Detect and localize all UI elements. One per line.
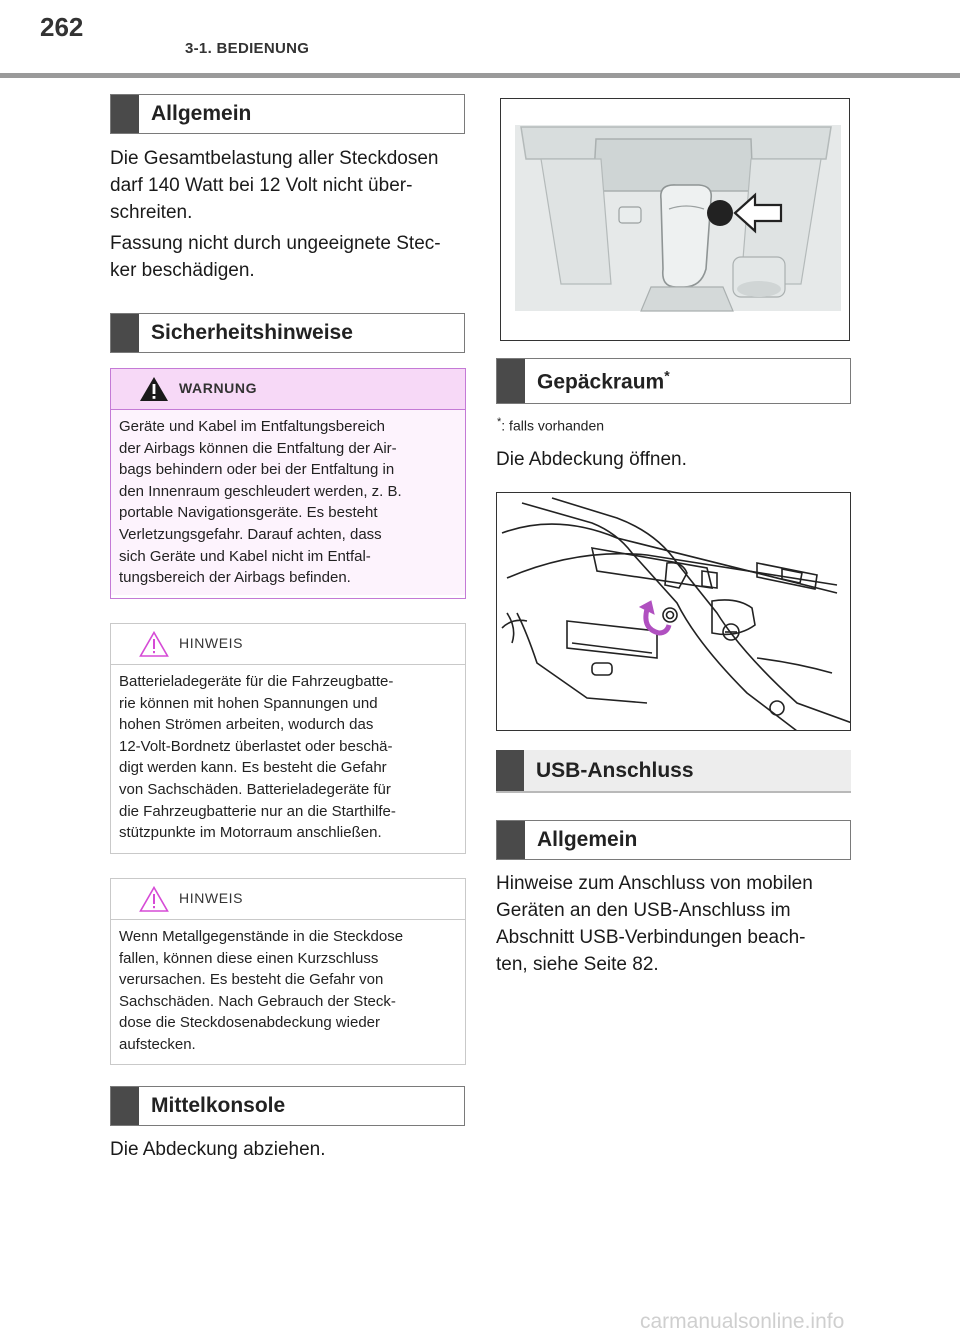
- warning-header: [111, 369, 465, 410]
- footnote-text: : falls vorhanden: [501, 417, 605, 434]
- text-line: die Fahrzeugbatterie nur an die Starthilfe-: [119, 802, 396, 820]
- watermark: carmanualsonline.info: [640, 1310, 845, 1333]
- heading-bar: [497, 359, 525, 403]
- header-rule: [0, 73, 960, 78]
- text-line: verursachen. Es besteht die Gefahr von: [119, 971, 384, 989]
- warning-label: WARNUNG: [179, 380, 258, 396]
- heading-bar: [111, 95, 139, 133]
- heading-label: Gepäckraum: [537, 370, 665, 394]
- paragraph-gesamtbelastung: [110, 145, 470, 226]
- text-line: bags behindern oder bei der Entfaltung in: [119, 461, 395, 479]
- text-line: 12-Volt-Bordnetz überlastet oder beschä-: [119, 737, 393, 755]
- text-line: Geräte und Kabel im Entfaltungsbereich: [119, 418, 385, 435]
- notice-text: [111, 665, 465, 850]
- heading-mittelkonsole: [110, 1086, 465, 1126]
- heading-text: Allgemein: [537, 828, 638, 851]
- heading-bar: [497, 821, 525, 859]
- warning-text: [111, 410, 465, 595]
- text-line: Verletzungsgefahr. Darauf achten, dass: [119, 525, 382, 543]
- heading-text: [537, 368, 670, 395]
- heading-allgemein-usb: [496, 820, 851, 860]
- text-line: portable Navigationsgeräte. Es besteht: [119, 504, 378, 522]
- paragraph-fassung: [110, 230, 470, 284]
- heading-text: Allgemein: [151, 102, 252, 125]
- notice-label: HINWEIS: [179, 635, 244, 651]
- text-line: ker beschädigen.: [110, 260, 255, 281]
- text-line: Batterieladegeräte für die Fahrzeugbatte-: [119, 673, 394, 690]
- notice-box: [110, 878, 466, 1065]
- text-line: hohen Strömen arbeiten, wodurch das: [119, 716, 374, 734]
- text-line: dose die Steckdosenabdeckung wieder: [119, 1014, 381, 1032]
- paragraph-abziehen: Die Abdeckung abziehen.: [110, 1139, 326, 1160]
- text-line: Wenn Metallgegenstände in die Steckdose: [119, 928, 404, 945]
- section-title: 3-1. BEDIENUNG: [185, 40, 310, 57]
- text-line: rie können mit hohen Spannungen und: [119, 694, 378, 712]
- paragraph-usb-hinweise: [496, 870, 856, 978]
- text-line: der Airbags können die Entfaltung der Air-: [119, 439, 397, 457]
- text-line: Hinweise zum Anschluss von mobilen: [496, 873, 813, 894]
- text-line: darf 140 Watt bei 12 Volt nicht über-: [110, 175, 413, 196]
- text-line: Abschnitt USB-Verbindungen beach-: [496, 927, 806, 948]
- footnote-marker: *: [497, 416, 502, 428]
- page-number: 262: [40, 12, 84, 42]
- text-line: digt werden kann. Es besteht die Gefahr: [119, 759, 387, 777]
- text-line: aufstecken.: [119, 1035, 196, 1053]
- heading-sicherheitshinweise: [110, 313, 465, 353]
- heading-gepaeckraum: [496, 358, 851, 404]
- text-line: tungsbereich der Airbags befinden.: [119, 569, 351, 587]
- text-line: Fassung nicht durch ungeeignete Stec-: [110, 233, 441, 254]
- footnote-marker: *: [664, 367, 670, 384]
- text-line: den Innenraum geschleudert werden, z. B.: [119, 482, 402, 500]
- warning-box: [110, 368, 466, 599]
- notice-header: [111, 624, 465, 665]
- heading-bar: [111, 314, 139, 352]
- notice-header: [111, 879, 465, 920]
- console-socket-illustration: [500, 98, 850, 341]
- text-line: ten, siehe Seite 82.: [496, 954, 659, 975]
- heading-usb-anschluss: [496, 750, 851, 793]
- text-line: Geräten an den USB-Anschluss im: [496, 900, 791, 921]
- heading-text: Mittelkonsole: [151, 1094, 286, 1117]
- text-line: Die Gesamtbelastung aller Steckdosen: [110, 148, 439, 169]
- notice-label: HINWEIS: [179, 890, 244, 906]
- warning-triangle-icon: [139, 376, 169, 407]
- heading-text: Sicherheitshinweise: [151, 321, 353, 344]
- notice-triangle-icon: [139, 631, 169, 662]
- heading-bar: [111, 1087, 139, 1125]
- text-line: fallen, können diese einen Kurzschluss: [119, 949, 379, 967]
- notice-triangle-icon: [139, 886, 169, 917]
- notice-text: [111, 920, 465, 1062]
- trunk-socket-illustration: [496, 492, 851, 731]
- text-line: von Sachschäden. Batterieladegeräte für: [119, 780, 391, 798]
- notice-box: [110, 623, 466, 854]
- heading-allgemein: [110, 94, 465, 134]
- text-line: stützpunkte im Motorraum anschließen.: [119, 824, 382, 842]
- text-line: Sachschäden. Nach Gebrauch der Steck-: [119, 992, 396, 1010]
- footnote: [497, 416, 604, 434]
- text-line: schreiten.: [110, 202, 193, 223]
- heading-bar: [496, 750, 524, 791]
- paragraph-oeffnen: Die Abdeckung öffnen.: [496, 449, 687, 470]
- text-line: sich Geräte und Kabel nicht im Entfal-: [119, 547, 371, 565]
- heading-text: USB-Anschluss: [536, 758, 694, 782]
